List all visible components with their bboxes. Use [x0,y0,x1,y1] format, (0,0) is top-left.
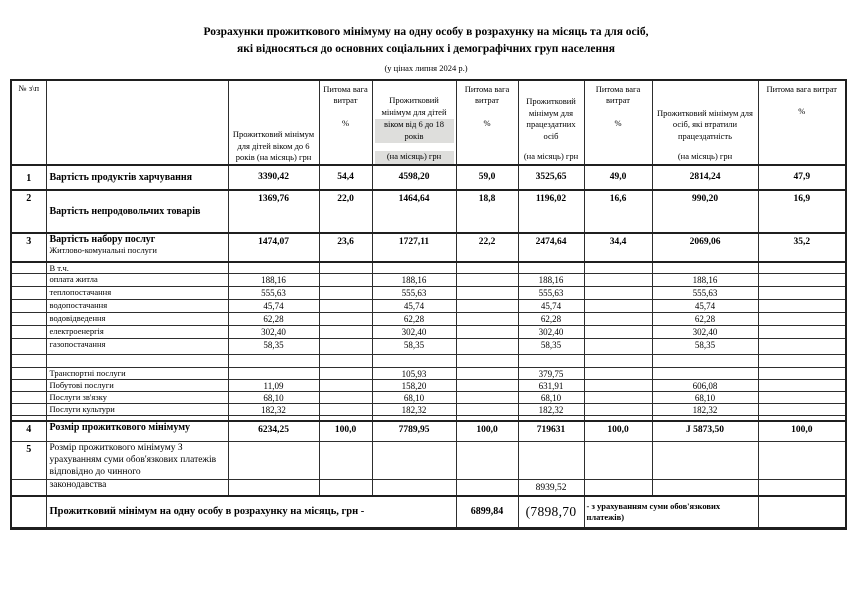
row-number [11,479,46,496]
value-cell [758,273,846,286]
percent-sign: % [483,117,491,128]
row-number [11,312,46,325]
row-number [11,262,46,274]
value-cell [456,273,518,286]
value-cell: 7789,95 [372,421,456,441]
value-cell [372,354,456,367]
value-cell [319,354,372,367]
value-cell [456,286,518,299]
value-cell [228,354,319,367]
value-cell: 62,28 [372,312,456,325]
value-cell [584,479,652,496]
row-label: електроенергія [46,325,228,338]
value-cell [456,379,518,391]
value-cell: 1727,11 [372,233,456,262]
row-number [11,354,46,367]
value-cell: 555,63 [518,286,584,299]
value-cell [456,391,518,403]
header-item-name [46,80,228,165]
value-cell [319,325,372,338]
value-cell [584,299,652,312]
value-cell [584,403,652,415]
value-cell [758,379,846,391]
value-cell [652,262,758,274]
value-cell: 62,28 [228,312,319,325]
row-label: Послуги культури [46,403,228,415]
value-cell [584,391,652,403]
expense-share-label: Питома вага витрат [323,83,368,106]
title-line-3: (у цінах липня 2024 р.) [384,63,468,74]
table-row [11,190,846,233]
expense-share-label: Питома вага витрат [464,83,510,106]
value-cell [456,367,518,379]
value-cell [319,367,372,379]
value-cell: 302,40 [652,325,758,338]
value-cell [456,354,518,367]
table-row [11,325,846,338]
row-number [11,391,46,403]
table-body [11,165,846,529]
summary-note-line: - з урахуванням суми обов'язкових [586,501,721,512]
document-title [0,0,852,75]
value-cell: 302,40 [372,325,456,338]
value-cell [584,367,652,379]
table-row [11,233,846,262]
value-cell: 1464,64 [372,190,456,233]
value-cell [319,479,372,496]
header-expense-share-4 [758,80,846,165]
percent-sign: % [614,117,622,128]
table-row [11,367,846,379]
value-cell: 182,32 [372,403,456,415]
value-cell [228,479,319,496]
value-cell [758,286,846,299]
value-cell [584,354,652,367]
row-label [46,233,228,262]
value-cell: 555,63 [228,286,319,299]
value-cell [319,338,372,354]
expense-share-label: Питома вага витрат [595,83,641,106]
value-cell [584,325,652,338]
row-label-main: Вартість набору послуг [49,233,156,245]
header-expense-share-1 [319,80,372,165]
value-cell [584,273,652,286]
value-cell: 59,0 [456,165,518,190]
row-label [46,354,228,367]
row-label: Вартість непродовольчих товарів [46,190,228,233]
value-cell [758,299,846,312]
value-cell [456,338,518,354]
row-label: Вартість продуктів харчування [46,165,228,190]
value-cell: 188,16 [372,273,456,286]
value-cell: 47,9 [758,165,846,190]
value-cell [584,312,652,325]
value-cell: 1196,02 [518,190,584,233]
table-row [11,379,846,391]
expense-share-label: Питома вага витрат [766,83,838,94]
value-cell [584,441,652,479]
table-row [11,441,846,479]
value-cell: 100,0 [758,421,846,441]
value-cell [758,403,846,415]
row-label: В т.ч. [46,262,228,274]
value-cell: 45,74 [652,299,758,312]
value-cell: 58,35 [372,338,456,354]
value-cell [584,286,652,299]
value-cell: 555,63 [652,286,758,299]
value-cell [652,479,758,496]
row-number [11,286,46,299]
value-cell [518,262,584,274]
header-expense-share-3 [584,80,652,165]
value-cell: 68,10 [518,391,584,403]
value-cell: 105,93 [372,367,456,379]
value-cell: 22,0 [319,190,372,233]
value-cell [319,391,372,403]
value-cell: 719631 [518,421,584,441]
header-minimum-children-6-18 [372,80,456,165]
value-cell [456,325,518,338]
header-line: Прожитковий мінімум для осіб, які втратили працездатність [657,107,753,141]
value-cell: 8939,52 [518,479,584,496]
value-cell [228,367,319,379]
value-cell: 68,10 [372,391,456,403]
value-cell: 631,91 [518,379,584,391]
value-cell [758,441,846,479]
table-row [11,299,846,312]
value-cell: 18,8 [456,190,518,233]
value-cell: 62,28 [518,312,584,325]
row-number: 5 [11,441,46,479]
table-row [11,273,846,286]
row-number [11,338,46,354]
value-cell: 54,4 [319,165,372,190]
value-cell: 6234,25 [228,421,319,441]
row-number: 2 [11,190,46,233]
row-label: Послуги зв'язку [46,391,228,403]
value-cell [584,338,652,354]
header-minimum-incapacitated [652,80,758,165]
value-cell: 3525,65 [518,165,584,190]
value-cell [319,441,372,479]
row-number: 3 [11,233,46,262]
header-expense-share-2 [456,80,518,165]
summary-value-main: 6899,84 [456,496,518,528]
value-cell: 34,4 [584,233,652,262]
value-cell: 45,74 [518,299,584,312]
value-cell: 16,6 [584,190,652,233]
row-number [11,379,46,391]
table-row [11,479,846,496]
row-label: водовідведення [46,312,228,325]
header-line-highlighted: (на місяць) грн [375,151,454,163]
header-row-number: № з\п [11,80,46,165]
row-label: Розмір прожиткового мінімуму З урахуванням суми обов'язкових платежів відповідно до чинного [46,441,228,479]
value-cell [584,262,652,274]
row-label: Розмір прожиткового мінімуму [46,421,228,441]
value-cell: 188,16 [652,273,758,286]
value-cell [319,262,372,274]
summary-note-line: платежів) [586,511,625,522]
value-cell [518,354,584,367]
value-cell [319,299,372,312]
value-cell: 2069,06 [652,233,758,262]
table-row [11,403,846,415]
value-cell: 49,0 [584,165,652,190]
row-label: водопостачання [46,299,228,312]
summary-note [584,496,758,528]
value-cell [652,354,758,367]
value-cell: 100,0 [584,421,652,441]
value-cell [319,286,372,299]
value-cell [319,273,372,286]
value-cell [758,262,846,274]
value-cell [456,403,518,415]
summary-row [11,496,846,528]
value-cell [456,312,518,325]
empty-cell [758,496,846,528]
value-cell [228,262,319,274]
header-line: Прожитковий мінімум для працездатних осіб [526,96,576,141]
value-cell: 158,20 [372,379,456,391]
value-cell: 16,9 [758,190,846,233]
header-line-highlighted: віком від 6 до 18 років [375,119,454,143]
row-label-secondary: Житлово-комунальні послуги [49,244,157,255]
value-cell: 3390,42 [228,165,319,190]
row-label: газопостачання [46,338,228,354]
value-cell: 990,20 [652,190,758,233]
row-number [11,325,46,338]
value-cell: 58,35 [228,338,319,354]
value-cell: 182,32 [652,403,758,415]
value-cell: 302,40 [228,325,319,338]
value-cell [372,262,456,274]
row-number [11,367,46,379]
header-line: (на місяць) грн [677,151,733,162]
value-cell: 302,40 [518,325,584,338]
value-cell: 188,16 [518,273,584,286]
row-number [11,496,46,528]
value-cell [456,479,518,496]
value-cell [758,479,846,496]
summary-value-alt: (7898,70 [518,496,584,528]
header-minimum-children-under-6: Прожитковий мінімум для дітей віком до 6 років (на місяць) грн [228,80,319,165]
header-minimum-working-age [518,80,584,165]
value-cell [456,262,518,274]
table-row [11,312,846,325]
value-cell [372,479,456,496]
row-number [11,299,46,312]
value-cell [758,354,846,367]
table-row [11,286,846,299]
value-cell [319,379,372,391]
table-row [11,391,846,403]
row-number [11,403,46,415]
value-cell [758,367,846,379]
row-label: теплопостачання [46,286,228,299]
value-cell: 1474,07 [228,233,319,262]
value-cell [652,441,758,479]
row-label: Побутові послуги [46,379,228,391]
value-cell: 23,6 [319,233,372,262]
row-number: 4 [11,421,46,441]
title-line-2: які відносяться до основних соціальних і демографічних груп населення [237,42,615,55]
value-cell: 182,32 [228,403,319,415]
value-cell: 22,2 [456,233,518,262]
table-row [11,354,846,367]
value-cell: 58,35 [652,338,758,354]
table-row [11,338,846,354]
row-number [11,273,46,286]
value-cell: 45,74 [372,299,456,312]
value-cell: 45,74 [228,299,319,312]
value-cell: 1369,76 [228,190,319,233]
value-cell: 58,35 [518,338,584,354]
value-cell: 68,10 [228,391,319,403]
value-cell: 2474,64 [518,233,584,262]
subsistence-minimum-table [10,79,847,530]
table-row [11,421,846,441]
row-number: 1 [11,165,46,190]
percent-sign: % [798,106,806,117]
value-cell [456,441,518,479]
row-label: законодавства [46,479,228,496]
title-line-1: Розрахунки прожиткового мінімуму на одну особу в розрахунку на місяць та для осіб, [203,26,649,38]
value-cell: 35,2 [758,233,846,262]
value-cell: 68,10 [652,391,758,403]
value-cell: 11,09 [228,379,319,391]
header-line: (на місяць) грн [523,151,579,162]
value-cell: 182,32 [518,403,584,415]
value-cell: 555,63 [372,286,456,299]
value-cell [228,441,319,479]
table-row [11,165,846,190]
value-cell [372,441,456,479]
value-cell: 62,28 [652,312,758,325]
header-line: Прожитковий мінімум для дітей [381,95,447,117]
percent-sign: % [341,117,350,128]
table-row [11,262,846,274]
value-cell [584,379,652,391]
value-cell: 2814,24 [652,165,758,190]
value-cell [319,312,372,325]
value-cell: 100,0 [456,421,518,441]
summary-label: Прожитковий мінімум на одну особу в розрахунку на місяць, грн - [46,496,456,528]
value-cell [758,312,846,325]
value-cell [652,367,758,379]
value-cell: 188,16 [228,273,319,286]
value-cell [319,403,372,415]
value-cell: 100,0 [319,421,372,441]
value-cell [758,325,846,338]
value-cell: 4598,20 [372,165,456,190]
row-label: оплата житла [46,273,228,286]
value-cell [518,441,584,479]
value-cell: 606,08 [652,379,758,391]
value-cell: 379,75 [518,367,584,379]
value-cell [758,391,846,403]
value-cell: J 5873,50 [652,421,758,441]
header-row [11,80,846,165]
row-label: Транспортні послуги [46,367,228,379]
value-cell [758,338,846,354]
value-cell [456,299,518,312]
